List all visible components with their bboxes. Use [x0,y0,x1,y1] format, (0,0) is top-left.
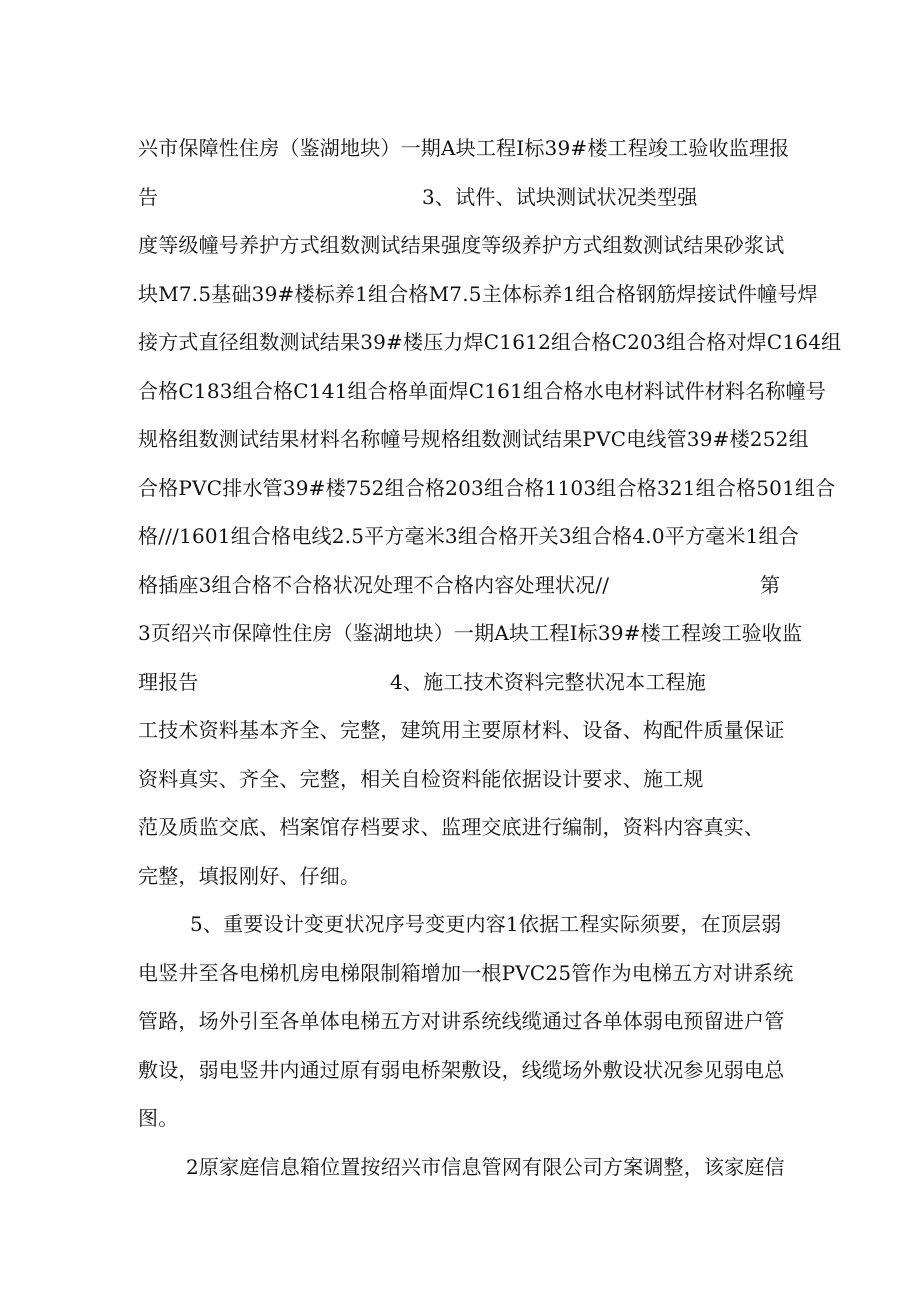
text-segment: 范及质监交底、档案馆存档要求、监理交底进行编制，资料内容真实、 [138,815,765,839]
text-segment: 工技术资料基本齐全、完整，建筑用主要原材料、设备、构配件质量保证 [138,718,785,742]
text-segment: 规格组数测试结果材料名称幢号规格组数测试结果PVC电线管39#楼252组 [138,427,809,451]
text-segment: 合格PVC排水管39#楼752组合格203组合格1103组合格321组合格501组合 [138,476,836,500]
text-segment: 4、施工技术资料完整状况本工程施 [390,670,706,694]
text-segment: 敷设，弱电竖井内通过原有弱电桥架敷设，线缆场外敷设状况参见弱电总 [138,1058,785,1082]
text-segment: 3、试件、试块测试状况类型强 [422,185,698,209]
text-segment: 度等级幢号养护方式组数测试结果强度等级养护方式组数测试结果砂浆试 [138,233,785,257]
text-segment: 块M7.5基础39#楼标养1组合格M7.5主体标养1组合格钢筋焊接试件幢号焊 [138,282,818,306]
text-segment: 接方式直径组数测试结果39#楼压力焊C1612组合格C203组合格对焊C164组 [138,330,842,354]
text-segment: 电竖井至各电梯机房电梯限制箱增加一根PVC25管作为电梯五方对讲系统 [138,961,794,985]
text-segment: 格插座3组合格不合格状况处理不合格内容处理状况// [138,573,610,597]
text-segment: 5、重要设计变更状况序号变更内容1依据工程实际须要，在顶层弱 [190,912,782,936]
text-segment: 合格C183组合格C141组合格单面焊C161组合格水电材料试件材料名称幢号 [138,379,827,403]
text-segment: 管路，场外引至各单体电梯五方对讲系统线缆通过各单体弱电预留进户管 [138,1009,785,1033]
text-segment: 兴市保障性住房（鉴湖地块）一期A块工程I标39#楼工程竣工验收监理报 [138,136,790,160]
text-segment: 告 [138,185,159,209]
text-segment: 2原家庭信息箱位置按绍兴市信息管网有限公司方案调整，该家庭信 [186,1155,785,1179]
text-segment: 第 [760,573,781,597]
text-segment: 资料真实、齐全、完整，相关自检资料能依据设计要求、施工规 [138,767,704,791]
text-segment: 理报告 [138,670,199,694]
text-segment: 完整，填报刚好、仔细。 [138,864,361,888]
text-segment: 格///1601组合格电线2.5平方毫米3组合格开关3组合格4.0平方毫米1组合 [138,524,799,548]
text-segment: 3页绍兴市保障性住房（鉴湖地块）一期A块工程I标39#楼工程竣工验收监 [138,621,803,645]
text-segment: 图。 [138,1106,179,1130]
